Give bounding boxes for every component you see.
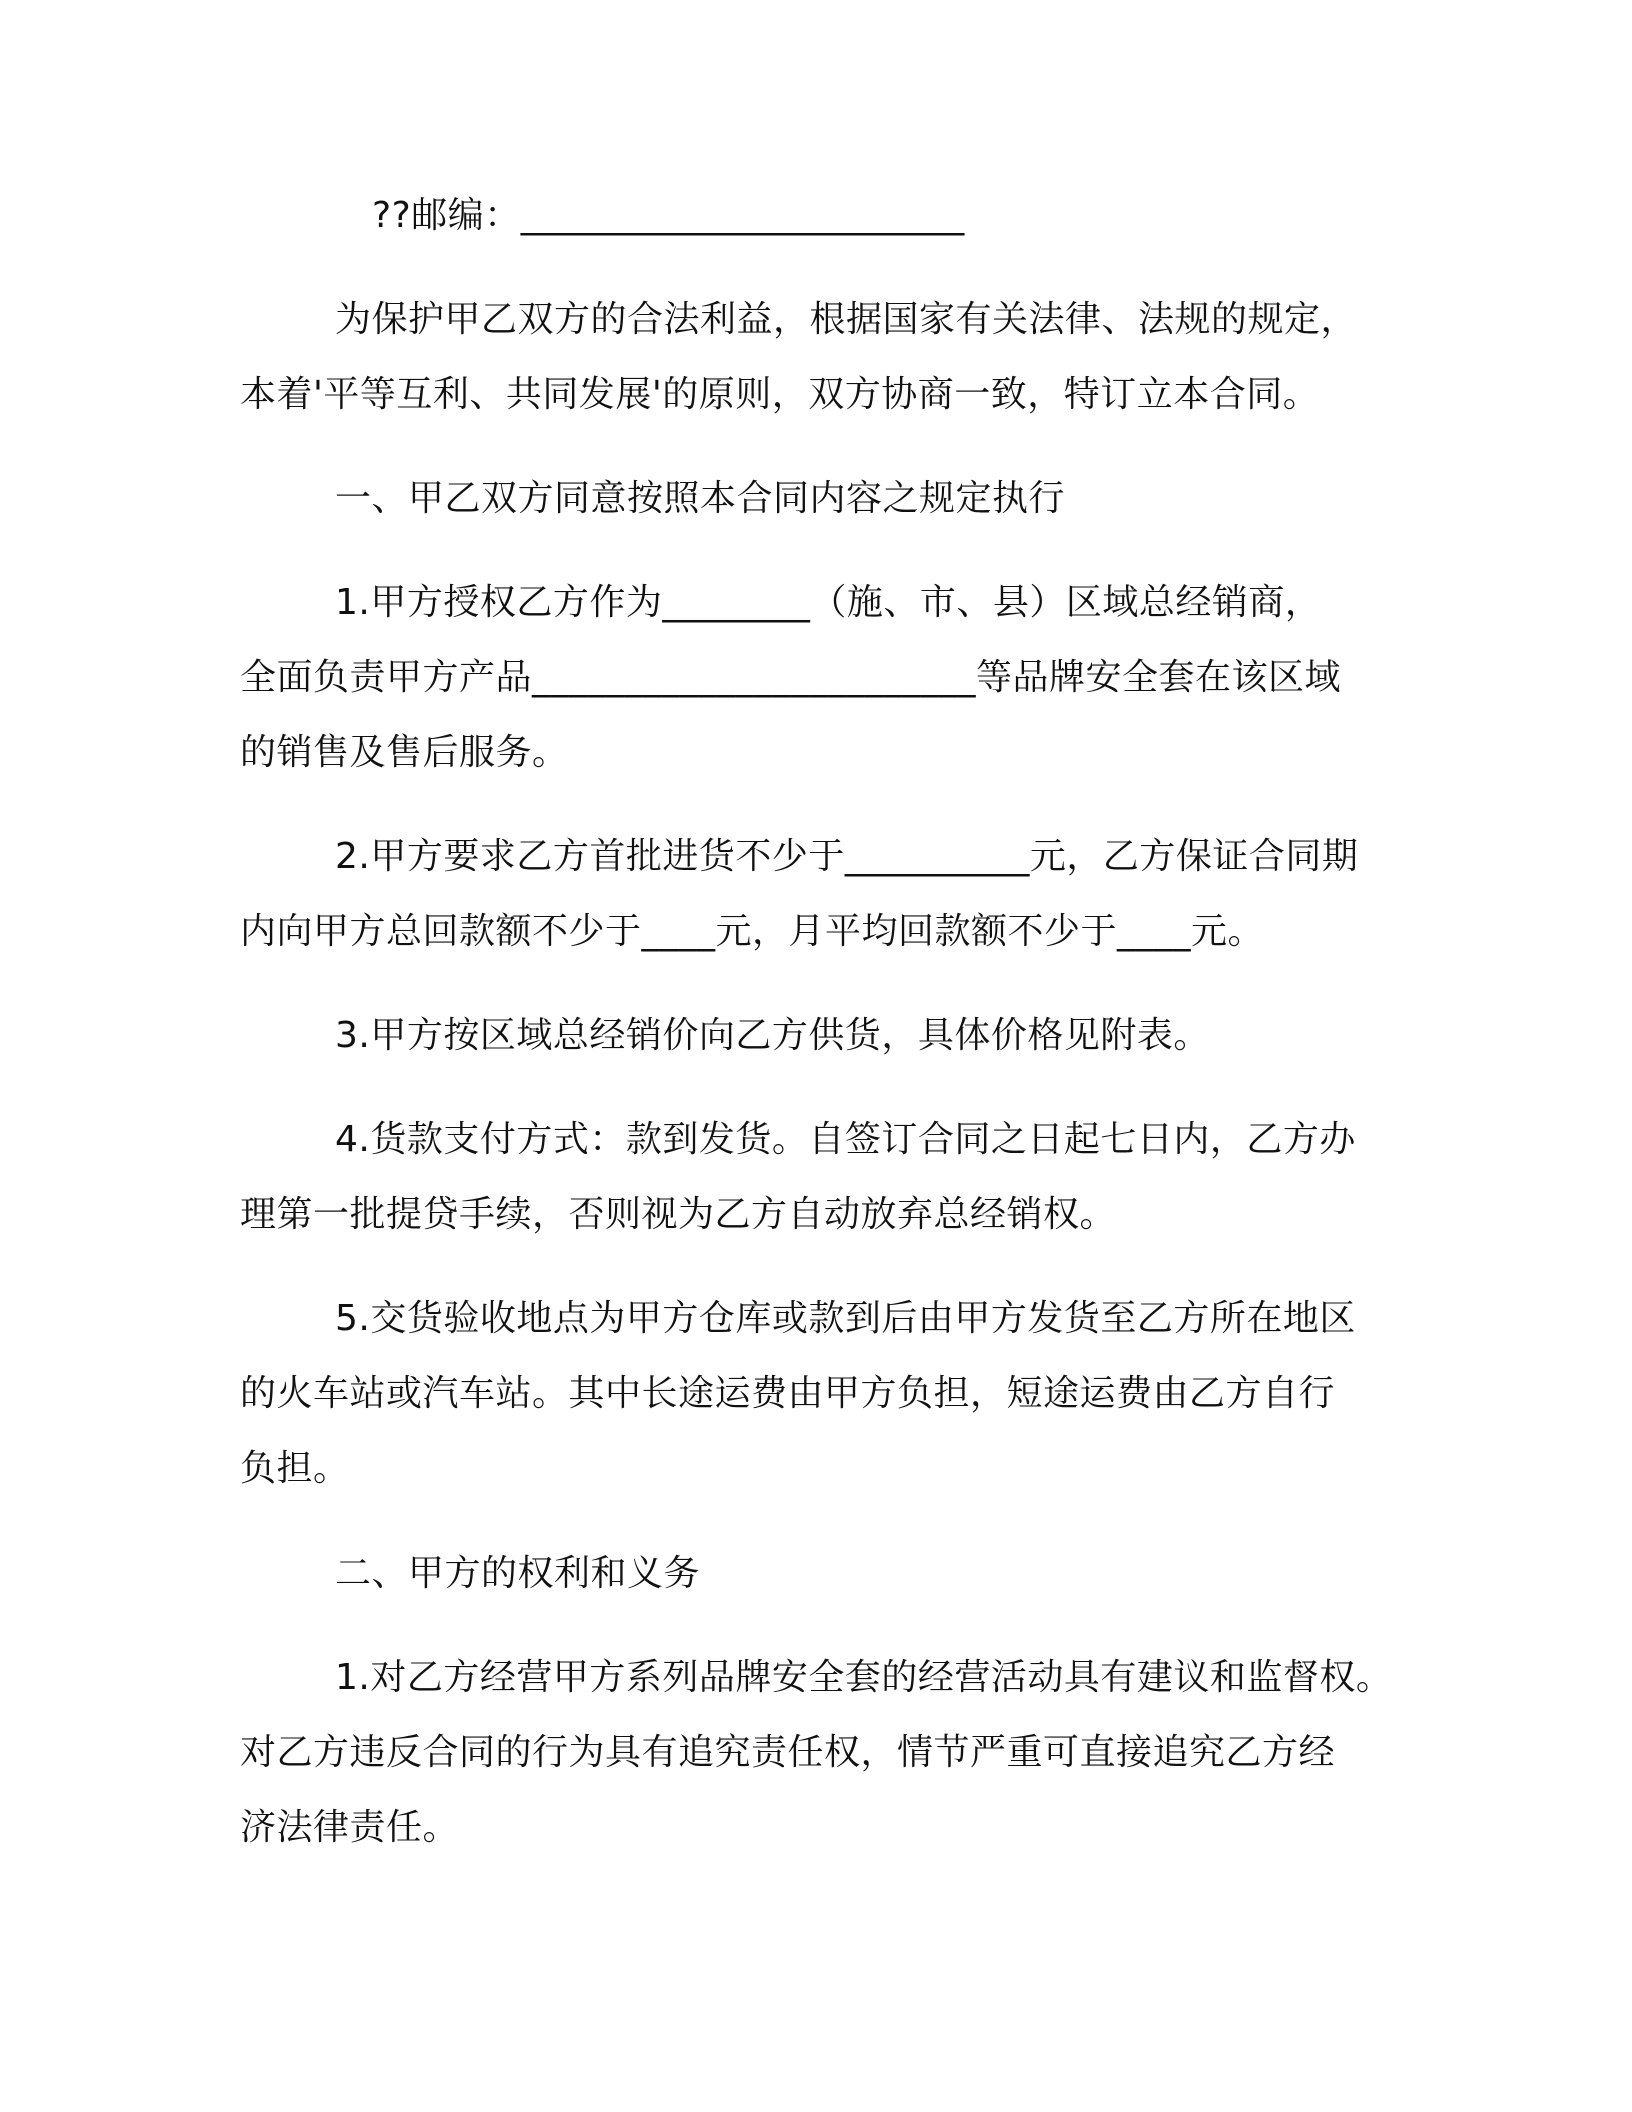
item-1-5-line-1: 5.交货验收地点为甲方仓库或款到后由甲方发货至乙方所在地区	[335, 1298, 1356, 1339]
item-1-5-line-3: 负担。	[240, 1448, 350, 1489]
item-1-1-line-2: 全面负责甲方产品________________________等品牌安全套在该区域	[240, 657, 1342, 698]
item-1-2-line-1: 2.甲方要求乙方首批进货不少于__________元，乙方保证合同期	[335, 836, 1359, 877]
item-1-2-line-2: 内向甲方总回款额不少于____元，月平均回款额不少于____元。	[240, 911, 1265, 952]
item-2-1-line-3: 济法律责任。	[240, 1807, 460, 1848]
item-1-4-line-1: 4.货款支付方式：款到发货。自签订合同之日起七日内，乙方办	[335, 1119, 1356, 1160]
item-1-3-line-1: 3.甲方按区域总经销价向乙方供货，具体价格见附表。	[335, 1015, 1210, 1056]
intro-line-2: 本着'平等互利、共同发展'的原则，双方协商一致，特订立本合同。	[240, 374, 1320, 415]
intro-line-1: 为保护甲乙双方的合法利益，根据国家有关法律、法规的规定，	[335, 299, 1358, 340]
item-2-1-line-1: 1.对乙方经营甲方系列品牌安全套的经营活动具有建议和监督权。	[335, 1657, 1393, 1698]
section-1-heading: 一、甲乙双方同意按照本合同内容之规定执行	[335, 478, 1066, 519]
item-1-4-line-2: 理第一批提贷手续，否则视为乙方自动放弃总经销权。	[240, 1194, 1117, 1235]
item-1-1-line-3: 的销售及售后服务。	[240, 732, 569, 773]
item-2-1-line-2: 对乙方违反合同的行为具有追究责任权，情节严重可直接追究乙方经	[240, 1732, 1336, 1773]
section-2-heading: 二、甲方的权利和义务	[335, 1553, 701, 1594]
item-1-5-line-2: 的火车站或汽车站。其中长途运费由甲方负担，短途运费由乙方自行	[240, 1373, 1336, 1414]
postcode-line: ??邮编：________________________	[372, 195, 965, 236]
item-1-1-line-1: 1.甲方授权乙方作为________（施、市、县）区域总经销商，	[335, 582, 1322, 623]
